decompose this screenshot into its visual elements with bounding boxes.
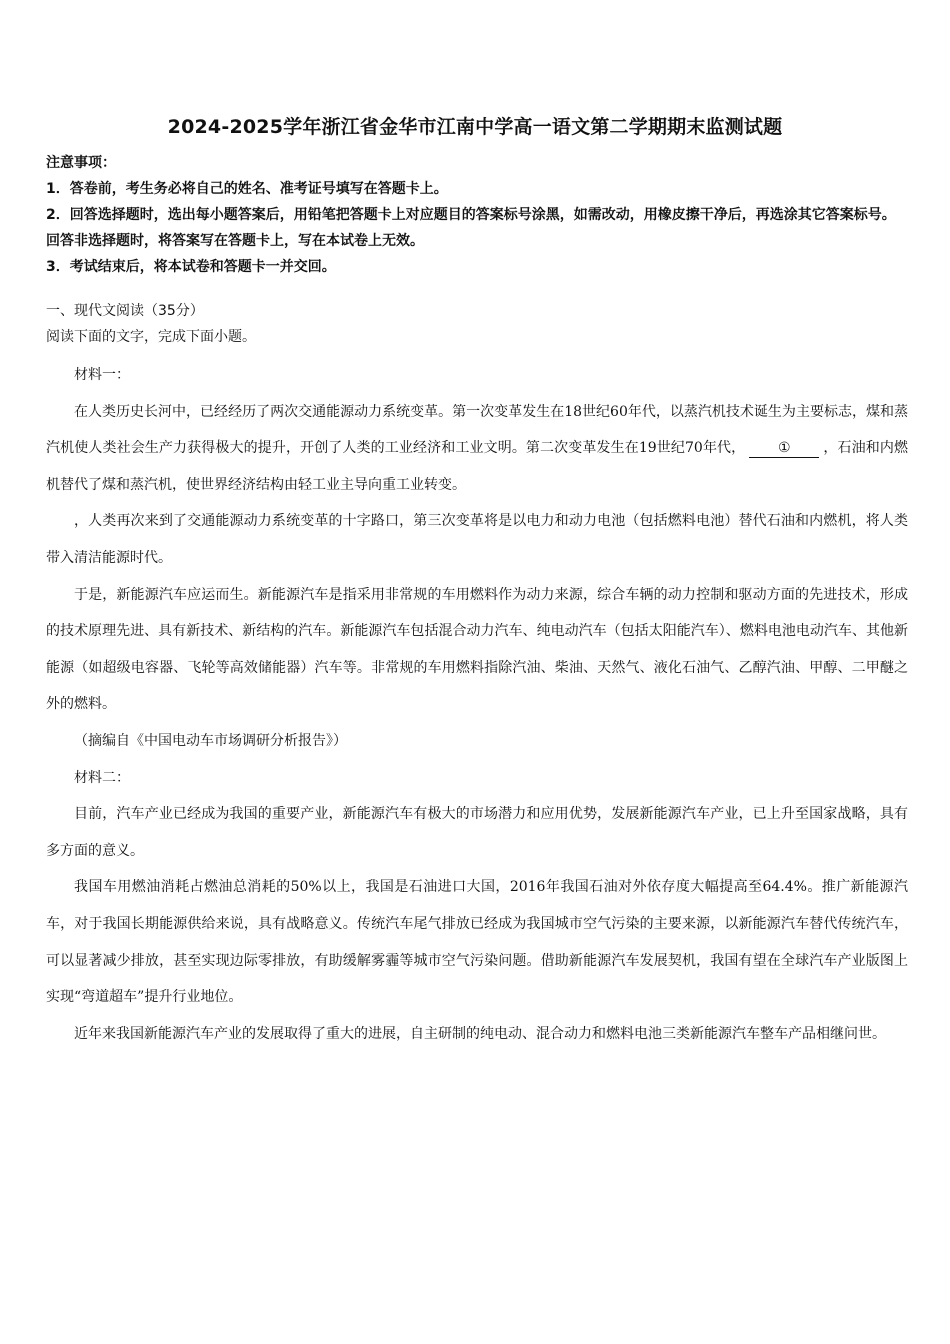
material2-paragraph-2: 我国车用燃油消耗占燃油总消耗的50%以上，我国是石油进口大国，2016年我国石油对外依存度大幅提高至64.4%。推广新能源汽车，对于我国长期能源供给来说，具有战略意义。传统汽车尾气排放已经成为我国城市空气污染的主要来源，以新能源汽车替代传统汽车，可以显著减少排放，甚至实现边际零排放，有助缓解雾霾等城市空气污染问题。借助新能源汽车发展契机，我国有望在全球汽车产业版图上实现“弯道超车”提升行业地位。: [46, 879, 908, 1006]
notice-heading: 注意事项：: [46, 155, 116, 171]
section-instruction: 阅读下面的文字，完成下面小题。: [46, 329, 256, 345]
material1-paragraph-3: 于是，新能源汽车应运而生。新能源汽车是指采用非常规的车用燃料作为动力来源，综合车辆的动力控制和驱动方面的先进技术，形成的技术原理先进、具有新技术、新结构的汽车。新能源汽车包括混合动力汽车、纯电动汽车（包括太阳能汽车）、燃料电池电动汽车、其他新能源（如超级电容器、飞轮等高效储能器）汽车等。非常规的车用燃料指除汽油、柴油、天然气、液化石油气、乙醇汽油、甲醇、二甲醚之外的燃料。: [46, 586, 908, 713]
material1-paragraph-2: ，人类再次来到了交通能源动力系统变革的十字路口，第三次变革将是以电力和动力电池（包括燃料电池）替代石油和内燃机，将人类带入清洁能源时代。: [46, 513, 908, 566]
notice-block: [46, 150, 908, 280]
notice-item-1: 1．答卷前，考生务必将自己的姓名、准考证号填写在答题卡上。: [46, 181, 448, 197]
material1-paragraph-1: [46, 394, 908, 504]
material1-label: 材料一：: [74, 367, 130, 383]
material2-paragraph-1: 目前，汽车产业已经成为我国的重要产业，新能源汽车有极大的市场潜力和应用优势，发展新能源汽车产业，已上升至国家战略，具有多方面的意义。: [46, 806, 908, 859]
material1-p1-text-a: 在人类历史长河中，已经经历了两次交通能源动力系统变革。第一次变革发生在18世纪60年代，以蒸汽机技术诞生为主要标志，煤和蒸汽机使人类社会生产力获得极大的提升，开创了人类的工业经济和工业文明。第二次变革发生在19世纪70年代，: [46, 403, 908, 457]
exam-title: 2024-2025学年浙江省金华市江南中学高一语文第二学期期末监测试题: [167, 116, 783, 138]
section-header: [46, 298, 908, 350]
notice-item-3: 3．考试结束后，将本试卷和答题卡一并交回。: [46, 259, 336, 275]
fill-blank-1: ①: [749, 439, 819, 458]
material2-paragraph-3: 近年来我国新能源汽车产业的发展取得了重大的进展，自主研制的纯电动、混合动力和燃料电池三类新能源汽车整车产品相继问世。: [74, 1025, 886, 1042]
material1-source: （摘编自《中国电动车市场调研分析报告》）: [74, 732, 347, 749]
notice-item-2: 2．回答选择题时，选出每小题答案后，用铅笔把答题卡上对应题目的答案标号涂黑，如需改动，用橡皮擦干净后，再选涂其它答案标号。回答非选择题时，将答案写在答题卡上，写在本试卷上无效。: [46, 207, 896, 249]
reading-passage: [46, 357, 908, 1052]
material1-p1-text-b: ，石油和内燃机替代了煤和蒸汽机，使世界经济结构由轻工业主导向重工业转变。: [46, 440, 908, 493]
material2-label: 材料二：: [74, 769, 130, 786]
section-heading: 一、现代文阅读（35分）: [46, 303, 204, 319]
